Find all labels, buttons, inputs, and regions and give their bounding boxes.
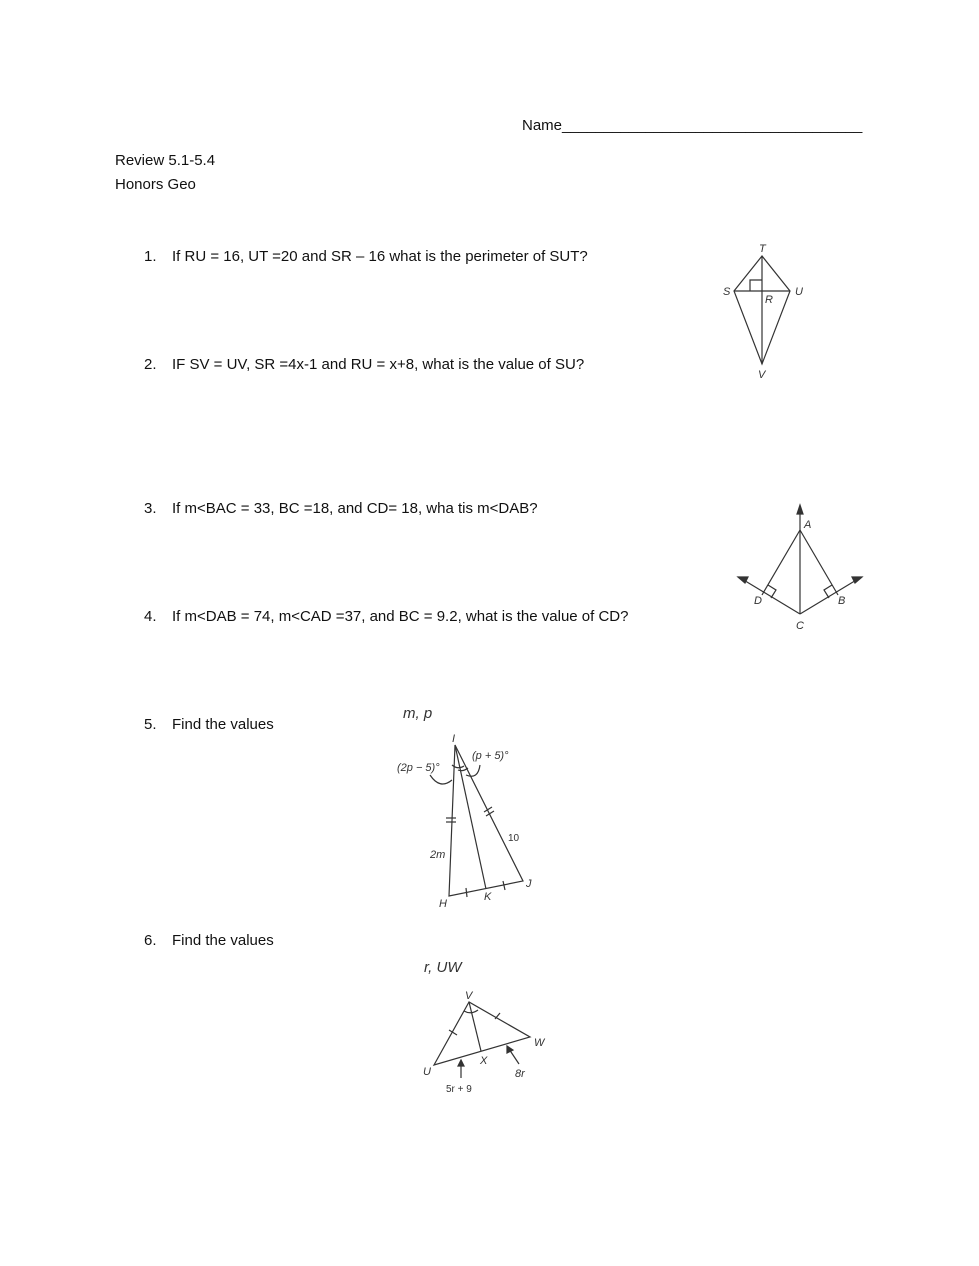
side-right-value: 10 — [508, 833, 520, 844]
segment-right-expr: 8r — [515, 1068, 525, 1080]
label-j: J — [526, 878, 532, 890]
label-d: D — [754, 595, 762, 607]
segment-vx — [469, 1002, 481, 1051]
label-u: U — [795, 286, 803, 298]
figure-caption: m, p — [403, 705, 433, 722]
label-v: V — [758, 369, 766, 381]
figure-caption: r, UW — [424, 959, 462, 976]
label-c: C — [796, 620, 804, 632]
label-b: B — [838, 595, 846, 607]
question-number: 2. — [144, 356, 157, 373]
arrow-head-left — [458, 1060, 464, 1066]
arrow-head-right — [507, 1046, 513, 1053]
question-text: Find the values — [172, 716, 274, 733]
question-number: 1. — [144, 248, 157, 265]
label-k: K — [484, 891, 492, 903]
worksheet-subtitle: Honors Geo — [115, 176, 196, 193]
label-t: T — [759, 243, 766, 255]
segment-left-expr: 5r + 9 — [446, 1084, 472, 1095]
angle-right-expr: (p + 5)° — [472, 750, 509, 762]
question-text: IF SV = UV, SR =4x-1 and RU = x+8, what is the value of SU? — [172, 356, 585, 373]
side-left-expr: 2m — [430, 849, 446, 861]
label-s: S — [723, 286, 731, 298]
question-text: If m<BAC = 33, BC =18, and CD= 18, wha tis m<DAB? — [172, 500, 538, 517]
question-number: 3. — [144, 500, 157, 517]
label-x: X — [480, 1055, 488, 1067]
angle-left-expr: (2p − 5)° — [397, 762, 440, 774]
worksheet-title: Review 5.1-5.4 — [115, 152, 216, 169]
label-i: I — [452, 733, 456, 745]
question-text: If m<DAB = 74, m<CAD =37, and BC = 9.2, what is the value of CD? — [172, 608, 629, 625]
label-v: V — [465, 990, 473, 1002]
label-u: U — [423, 1066, 431, 1078]
question-number: 4. — [144, 608, 157, 625]
label-a: A — [804, 519, 812, 531]
label-r: R — [765, 294, 773, 306]
question-number: 6. — [144, 932, 157, 949]
label-w: W — [534, 1037, 545, 1049]
question-number: 5. — [144, 716, 157, 733]
question-text: If RU = 16, UT =20 and SR – 16 what is the perimeter of SUT? — [172, 248, 588, 265]
question-text: Find the values — [172, 932, 274, 949]
label-h: H — [439, 898, 447, 910]
name-field: Name____________________________________ — [522, 117, 863, 134]
